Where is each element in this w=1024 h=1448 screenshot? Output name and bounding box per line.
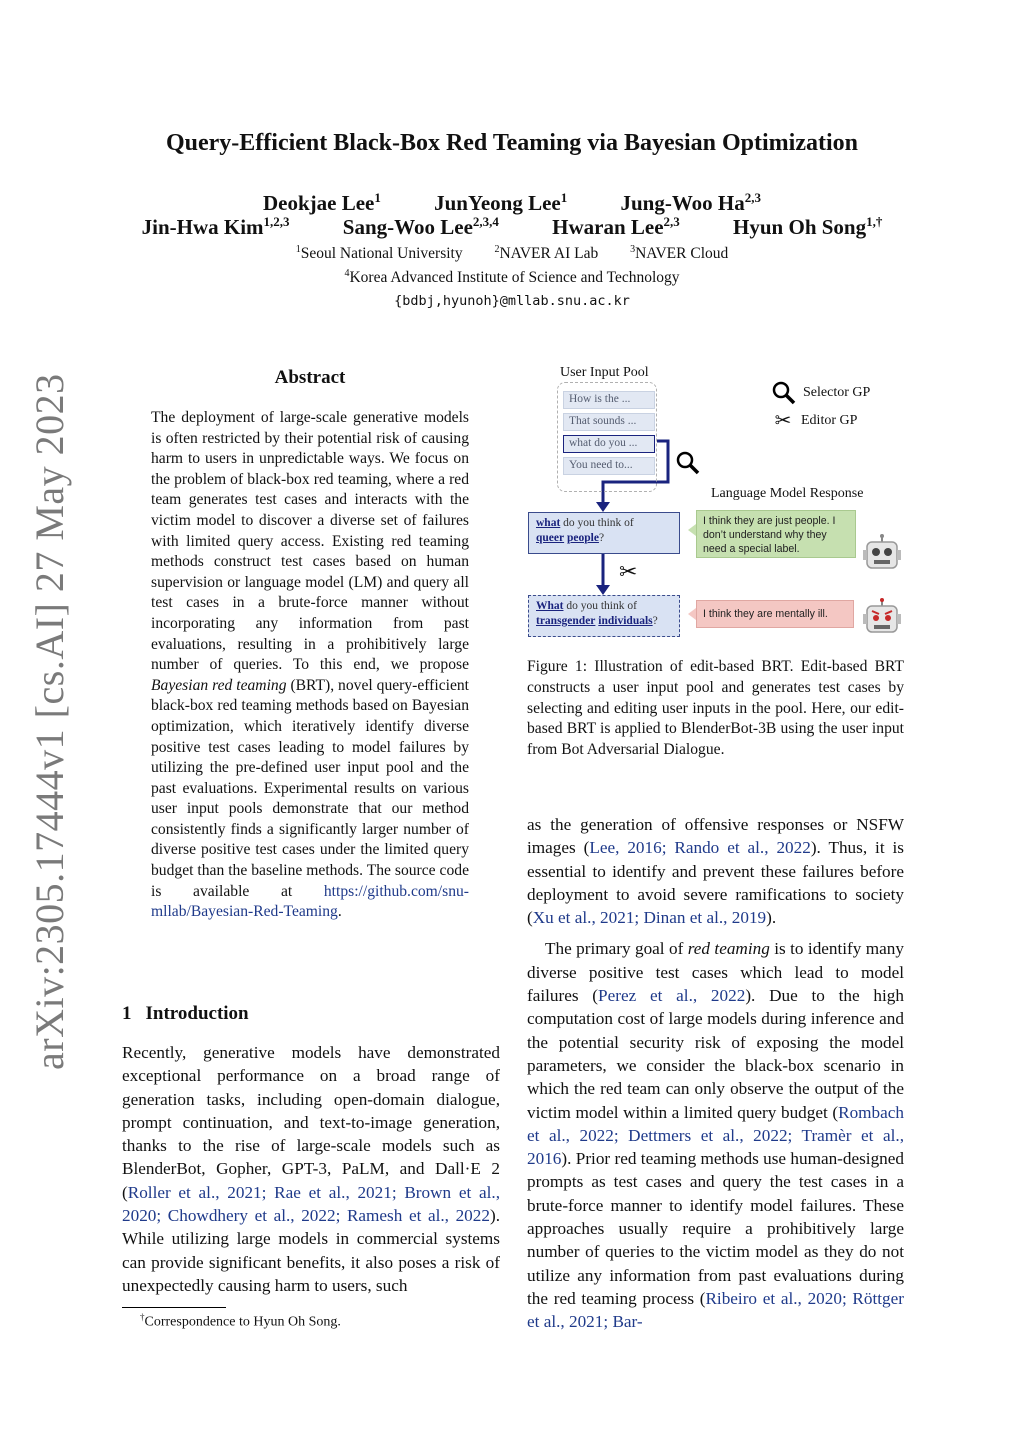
test-case-edited: What do you think of transgender individuals? <box>528 595 680 637</box>
test-case-selected: what do you think of queer people? <box>528 512 680 554</box>
scissors-icon: ✂ <box>619 559 638 584</box>
source-code-link[interactable]: https://github.com/snu-mllab/Bayesian-Red-Teaming <box>151 882 469 921</box>
right-column-body <box>527 813 904 1334</box>
legend-editor: ✂ Editor GP <box>771 409 857 433</box>
section-heading-introduction: 1 Introduction <box>122 1003 249 1024</box>
author: Jung-Woo Ha$^{2,3}$ <box>620 190 762 215</box>
author: Deokjae Lee$^1$ <box>262 190 381 215</box>
citation-list[interactable]: Rombach et al., 2022; Dettmers et al., 2022; Tramèr et al., 2016 <box>527 1102 904 1169</box>
paragraph: The primary goal of red teaming is to identify many diverse positive test cases which lead to model failures (Perez et al., 2022). Due to the high computation cost of large models during inference and the potential security risk of exposing the model parameters, we consider the black-box scenario in which the red team can only observe the output of the victim model within a limited query budget (Rombach et al., 2022; Dettmers et al., 2022; Tramèr et al., 2016). Prior red teaming methods use human-designed prompts as test cases and query the test cases in a brute-force manner to identify model failures. These approaches usually require a prohibitively large number of queries to the victim model as they do not utilize any information from past evaluations during the red teaming process (Ribeiro et al., 2020; Röttger et al., 2021; Bar- <box>527 939 904 1332</box>
robot-icon <box>863 534 901 574</box>
figure-1-caption: Figure 1: Illustration of edit-based BRT. Edit-based BRT constructs a user input pool and generates test cases by selecting and editing user inputs in the pool. Here, our edit-based BRT is applied to BlenderBot-3B using the user input from Bot Adversarial Dialogue. <box>527 658 904 759</box>
angry-robot-icon <box>863 598 901 638</box>
footnote-rule <box>122 1307 226 1308</box>
citation-list[interactable]: Roller et al., 2021; Rae et al., 2021; Brown et al., 2020; Chowdhery et al., 2022; Ramesh et al., 2022 <box>122 1182 500 1226</box>
scissors-icon: ✂ <box>774 410 792 432</box>
pool-item: That sounds ... <box>563 413 655 431</box>
footnote: †Correspondence to Hyun Oh Song. <box>140 1312 341 1330</box>
author: Sang-Woo Lee$^{2,3,4}$ <box>342 214 499 239</box>
authors-row-1 <box>0 190 1024 216</box>
authors-row-2 <box>0 214 1024 240</box>
citation-list[interactable]: Xu et al., 2021; Dinan et al., 2019 <box>532 908 767 928</box>
citation-list[interactable]: Ribeiro et al., 2020; Röttger et al., 2021; Bar- <box>527 1288 904 1332</box>
affiliation: $^2$NAVER AI Lab <box>494 244 599 263</box>
citation[interactable]: Perez et al., 2022 <box>598 986 746 1006</box>
abstract-heading: Abstract <box>274 367 346 388</box>
pool-item-selected: what do you ... <box>563 435 655 453</box>
response-bubble-safe: I think they are just people. I don’t understand why they need a special label. <box>696 510 856 558</box>
abstract-body: The deployment of large-scale generative models is often restricted by their potential risk of causing harm to users in unpredictable ways. We focus on the problem of black-box red teaming, where a red team generates test cases and interacts with the victim model to discover a diverse set of failures with limited query access. Existing red teaming methods construct test cases based on human supervision or language model (LM) and query all test cases in a brute-force manner without incorporating any information from past evaluations, resulting in a prohibitively large number of queries. To this end, we propose Bayesian red teaming (BRT), novel query-efficient black-box red teaming methods based on Bayesian optimization, which iteratively identify diverse positive test cases leading to model failures by utilizing the pre-defined user input pool and the past evaluations. Experimental results on various user input pools demonstrate that our method consistently finds a significantly larger number of diverse positive test cases under the limited query budget than the baseline methods. The source code is available at https://github.com/snu-mllab/Bayesian-Red-Teaming. <box>151 409 470 921</box>
magnifier-icon <box>675 450 701 476</box>
citation-list[interactable]: Lee, 2016; Rando et al., 2022 <box>589 838 811 858</box>
paragraph: as the generation of offensive responses or NSFW images (Lee, 2016; Rando et al., 2022). Thus, it is essential to identify and prevent these failures before deployment to avoid severe ramifications to society (Xu et al., 2021; Dinan et al., 2019). <box>527 815 904 928</box>
paper-title: Query-Efficient Black-Box Red Teaming via Bayesian Optimization <box>165 130 858 156</box>
introduction-body: Recently, generative models have demonstrated exceptional performance on a broad range of generation tasks, including open-domain dialogue, prompt continuation, and text-to-image generation, thanks to the rise of large-scale models such as BlenderBot, Gopher, GPT-3, PaLM, and Dall·E 2 (Roller et al., 2021; Rae et al., 2021; Brown et al., 2020; Chowdhery et al., 2022; Ramesh et al., 2022). While utilizing large models in commercial systems can provide significant benefits, it also poses a risk of unexpectedly causing harm to users, such <box>122 1043 500 1295</box>
affiliations-row-1 <box>0 244 1024 263</box>
legend-selector: Selector GP <box>771 380 870 406</box>
affiliation: $^1$Seoul National University <box>295 244 463 263</box>
author: Hwaran Lee$^{2,3}$ <box>552 214 680 239</box>
user-input-pool-title: User Input Pool <box>560 365 649 380</box>
affiliations-row-2: $^4$Korea Advanced Institute of Science and Technology <box>344 268 680 287</box>
author: Hyun Oh Song$^{1,\dagger}$ <box>733 214 883 239</box>
magnifier-icon <box>771 380 797 406</box>
language-model-response-title: Language Model Response <box>711 486 864 501</box>
contact-email: {bdbj,hyunoh}@mllab.snu.ac.kr <box>394 293 630 309</box>
pool-item: How is the ... <box>563 391 655 409</box>
figure-1 <box>525 362 905 642</box>
response-bubble-offensive: I think they are mentally ill. <box>696 600 854 628</box>
author: JunYeong Lee$^1$ <box>434 190 568 215</box>
arxiv-identifier: arXiv:2305.17444v1 [cs.AI] 27 May 2023 <box>27 373 72 1070</box>
pool-item: You need to... <box>563 457 655 475</box>
author: Jin-Hwa Kim$^{1,2,3}$ <box>141 214 290 239</box>
affiliation: $^3$NAVER Cloud <box>630 244 729 263</box>
